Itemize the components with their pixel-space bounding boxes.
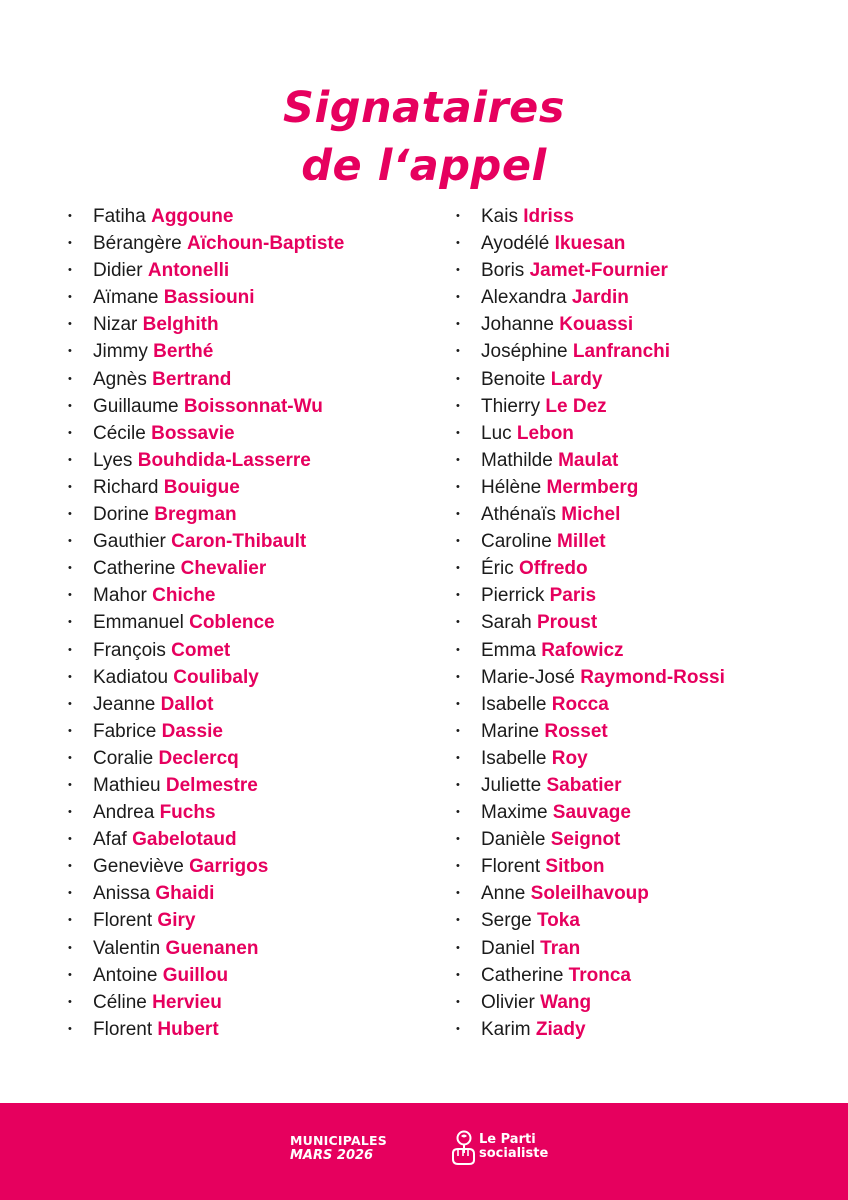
bullet-icon: • <box>456 968 460 981</box>
signatory-last-name: Fuchs <box>159 802 216 824</box>
signatory-item <box>68 989 344 1016</box>
bullet-icon: • <box>456 914 460 927</box>
signatory-first-name: Fabrice <box>93 720 157 742</box>
signatory-last-name: Ghaidi <box>155 883 215 905</box>
signatory-item <box>456 366 725 393</box>
signatory-first-name: Isabelle <box>481 693 547 715</box>
signatory-first-name: Gauthier <box>93 531 166 553</box>
signatory-last-name: Caron-Thibault <box>171 531 307 553</box>
bullet-icon: • <box>456 372 460 385</box>
bullet-icon: • <box>68 372 72 385</box>
bullet-icon: • <box>456 345 460 358</box>
signatory-first-name: Maxime <box>481 802 548 824</box>
signatory-last-name: Maulat <box>558 449 619 471</box>
bullet-icon: • <box>456 724 460 737</box>
bullet-icon: • <box>68 697 72 710</box>
bullet-icon: • <box>456 860 460 873</box>
signatory-item <box>456 474 725 501</box>
fist-and-rose-icon <box>449 1129 477 1165</box>
bullet-icon: • <box>68 399 72 412</box>
municipales-logo <box>290 1133 387 1163</box>
bullet-icon: • <box>68 291 72 304</box>
signatory-last-name: Jardin <box>571 287 629 309</box>
signatory-item <box>456 393 725 420</box>
bullet-icon: • <box>456 535 460 548</box>
signatory-item <box>456 907 725 934</box>
signatory-item <box>456 637 725 664</box>
signatory-last-name: Chevalier <box>180 558 267 580</box>
signatory-item <box>68 745 344 772</box>
signatory-item <box>456 230 725 257</box>
bullet-icon: • <box>456 562 460 575</box>
footer-banner <box>0 1103 848 1200</box>
bullet-icon: • <box>68 941 72 954</box>
signatory-first-name: Bérangère <box>93 233 182 255</box>
signatory-last-name: Comet <box>171 639 231 661</box>
signatory-last-name: Aïchoun-Baptiste <box>187 233 345 255</box>
signatory-last-name: Paris <box>549 585 597 607</box>
signatory-first-name: Éric <box>481 558 514 580</box>
title-line-1: Signataires <box>283 82 565 133</box>
signatory-item <box>68 284 344 311</box>
bullet-icon: • <box>68 887 72 900</box>
signatory-last-name: Bouhdida-Lasserre <box>137 449 311 471</box>
signatory-item <box>68 907 344 934</box>
bullet-icon: • <box>456 670 460 683</box>
bullet-icon: • <box>68 508 72 521</box>
bullet-icon: • <box>456 237 460 250</box>
party-name-line-1: Le Parti <box>479 1132 536 1147</box>
signatory-item <box>456 311 725 338</box>
bullet-icon: • <box>68 453 72 466</box>
signatory-last-name: Bossavie <box>151 422 235 444</box>
signatory-first-name: Jimmy <box>93 341 148 363</box>
bullet-icon: • <box>456 399 460 412</box>
signatory-first-name: Guillaume <box>93 395 179 417</box>
signatory-last-name: Proust <box>536 612 598 634</box>
signatory-item <box>68 1016 344 1043</box>
signatory-first-name: Aïmane <box>93 287 159 309</box>
signatory-first-name: Kadiatou <box>93 666 169 688</box>
signatory-last-name: Sitbon <box>545 856 605 878</box>
signatory-item <box>68 528 344 555</box>
signatory-first-name: Valentin <box>93 937 161 959</box>
bullet-icon: • <box>68 968 72 981</box>
election-date: MARS 2026 <box>290 1148 374 1163</box>
signatory-item <box>456 1016 725 1043</box>
signatory-last-name: Chiche <box>152 585 216 607</box>
signatory-item <box>68 664 344 691</box>
signatory-first-name: Florent <box>93 910 153 932</box>
title-line-2: de l‘appel <box>301 140 547 191</box>
signatory-last-name: Gabelotaud <box>132 829 237 851</box>
signatory-item <box>68 609 344 636</box>
bullet-icon: • <box>68 264 72 277</box>
signatory-item <box>68 880 344 907</box>
bullet-icon: • <box>456 264 460 277</box>
bullet-icon: • <box>456 697 460 710</box>
signatory-last-name: Tronca <box>568 964 631 986</box>
signatory-last-name: Rafowicz <box>541 639 624 661</box>
signatory-last-name: Delmestre <box>165 774 258 796</box>
signatory-first-name: Serge <box>481 910 532 932</box>
page-title <box>0 79 848 195</box>
signatory-last-name: Wang <box>540 991 592 1013</box>
party-logo <box>479 1133 548 1161</box>
bullet-icon: • <box>456 453 460 466</box>
signatory-last-name: Roy <box>551 747 588 769</box>
bullet-icon: • <box>68 426 72 439</box>
signatory-first-name: Afaf <box>93 829 127 851</box>
signatory-last-name: Belghith <box>142 314 219 336</box>
signatory-last-name: Sabatier <box>546 774 622 796</box>
signatory-last-name: Ikuesan <box>554 233 626 255</box>
signatory-first-name: Jeanne <box>93 693 156 715</box>
signatory-first-name: Florent <box>481 856 541 878</box>
signatory-first-name: Hélène <box>481 476 542 498</box>
bullet-icon: • <box>456 508 460 521</box>
signatory-last-name: Ziady <box>535 1018 586 1040</box>
signatory-item <box>456 664 725 691</box>
signatory-last-name: Bregman <box>154 504 237 526</box>
bullet-icon: • <box>456 643 460 656</box>
bullet-icon: • <box>456 778 460 791</box>
signatory-first-name: Richard <box>93 476 159 498</box>
signatory-first-name: Agnès <box>93 368 147 390</box>
signatory-item <box>68 826 344 853</box>
signatory-item <box>68 555 344 582</box>
signatory-first-name: Lyes <box>93 449 133 471</box>
signatory-first-name: Johanne <box>481 314 554 336</box>
signatory-last-name: Berthé <box>153 341 214 363</box>
signatory-first-name: Fatiha <box>93 206 146 227</box>
signatory-last-name: Coulibaly <box>173 666 259 688</box>
bullet-icon: • <box>456 995 460 1008</box>
signatory-item <box>68 447 344 474</box>
bullet-icon: • <box>68 643 72 656</box>
signatory-last-name: Boissonnat-Wu <box>183 395 323 417</box>
bullet-icon: • <box>456 291 460 304</box>
signatory-first-name: Catherine <box>93 558 176 580</box>
bullet-icon: • <box>68 860 72 873</box>
signatory-first-name: Olivier <box>481 991 535 1013</box>
signatory-first-name: Emma <box>481 639 536 661</box>
signatory-last-name: Offredo <box>519 558 588 580</box>
bullet-icon: • <box>68 778 72 791</box>
bullet-icon: • <box>456 616 460 629</box>
signatory-item <box>68 366 344 393</box>
signatory-item <box>456 203 725 230</box>
bullet-icon: • <box>68 833 72 846</box>
signatory-last-name: Rocca <box>551 693 609 715</box>
signatory-last-name: Hervieu <box>152 991 222 1013</box>
signatory-first-name: Danièle <box>481 829 546 851</box>
signatory-last-name: Hubert <box>157 1018 219 1040</box>
signatory-item <box>456 880 725 907</box>
signatory-first-name: Anne <box>481 883 526 905</box>
signatory-first-name: Nizar <box>93 314 138 336</box>
signatory-last-name: Lanfranchi <box>572 341 671 363</box>
signatories-list-right <box>456 203 725 1043</box>
signatory-item <box>68 718 344 745</box>
bullet-icon: • <box>456 480 460 493</box>
bullet-icon: • <box>456 887 460 900</box>
signatory-last-name: Dassie <box>161 720 223 742</box>
bullet-icon: • <box>68 210 72 222</box>
signatory-item <box>456 745 725 772</box>
signatory-last-name: Tran <box>540 937 581 959</box>
bullet-icon: • <box>68 535 72 548</box>
bullet-icon: • <box>68 995 72 1008</box>
signatory-first-name: Antoine <box>93 964 158 986</box>
signatory-last-name: Raymond-Rossi <box>580 666 725 688</box>
signatory-last-name: Seignot <box>550 829 621 851</box>
signatory-last-name: Le Dez <box>545 395 607 417</box>
bullet-icon: • <box>456 833 460 846</box>
signatory-last-name: Dallot <box>160 693 214 715</box>
bullet-icon: • <box>68 670 72 683</box>
signatory-item <box>68 962 344 989</box>
signatory-first-name: Andrea <box>93 802 155 824</box>
signatory-item <box>68 257 344 284</box>
signatory-first-name: Mathieu <box>93 774 161 796</box>
bullet-icon: • <box>456 318 460 331</box>
bullet-icon: • <box>68 751 72 764</box>
signatory-item <box>456 718 725 745</box>
bullet-icon: • <box>68 318 72 331</box>
signatory-last-name: Coblence <box>189 612 275 634</box>
signatory-last-name: Toka <box>536 910 580 932</box>
signatory-last-name: Lebon <box>516 422 574 444</box>
signatory-last-name: Lardy <box>550 368 603 390</box>
signatory-item <box>456 826 725 853</box>
signatory-item <box>456 691 725 718</box>
signatory-item <box>456 447 725 474</box>
signatory-last-name: Jamet-Fournier <box>529 260 668 282</box>
bullet-icon: • <box>68 480 72 493</box>
bullet-icon: • <box>456 806 460 819</box>
signatory-item <box>456 338 725 365</box>
signatory-first-name: Pierrick <box>481 585 545 607</box>
signatory-item <box>456 582 725 609</box>
signatory-first-name: Emmanuel <box>93 612 184 634</box>
signatory-item <box>456 555 725 582</box>
signatory-first-name: Florent <box>93 1018 153 1040</box>
signatory-first-name: Didier <box>93 260 143 282</box>
signatory-item <box>456 501 725 528</box>
signatory-last-name: Bassiouni <box>163 287 255 309</box>
signatory-item <box>456 935 725 962</box>
signatory-item <box>68 853 344 880</box>
signatory-first-name: Caroline <box>481 531 552 553</box>
bullet-icon: • <box>68 914 72 927</box>
bullet-icon: • <box>68 237 72 250</box>
signatory-last-name: Kouassi <box>559 314 634 336</box>
signatory-last-name: Bouigue <box>163 476 240 498</box>
signatory-first-name: Marine <box>481 720 540 742</box>
signatory-last-name: Idriss <box>523 206 574 227</box>
bullet-icon: • <box>68 345 72 358</box>
signatory-first-name: Alexandra <box>481 287 567 309</box>
bullet-icon: • <box>68 589 72 602</box>
signatory-last-name: Giry <box>157 910 196 932</box>
bullet-icon: • <box>68 806 72 819</box>
signatory-item <box>456 284 725 311</box>
signatory-first-name: Mahor <box>93 585 147 607</box>
signatory-first-name: Isabelle <box>481 747 547 769</box>
signatory-item <box>456 962 725 989</box>
bullet-icon: • <box>456 941 460 954</box>
signatory-last-name: Antonelli <box>147 260 230 282</box>
signatory-item <box>68 501 344 528</box>
signatory-item <box>68 393 344 420</box>
signatory-last-name: Millet <box>557 531 606 553</box>
signatory-item <box>68 311 344 338</box>
signatory-item <box>68 691 344 718</box>
signatory-last-name: Garrigos <box>189 856 269 878</box>
signatory-last-name: Aggoune <box>151 206 234 227</box>
signatory-item <box>456 853 725 880</box>
signatory-first-name: Dorine <box>93 504 149 526</box>
signatory-first-name: Coralie <box>93 747 154 769</box>
bullet-icon: • <box>68 1022 72 1035</box>
signatory-item <box>68 420 344 447</box>
signatory-item <box>68 582 344 609</box>
signatory-item <box>456 420 725 447</box>
signatory-item <box>68 935 344 962</box>
signatory-first-name: Ayodélé <box>481 233 550 255</box>
signatory-item <box>456 772 725 799</box>
signatory-first-name: Benoite <box>481 368 546 390</box>
bullet-icon: • <box>456 589 460 602</box>
party-name-line-2: socialiste <box>479 1146 549 1161</box>
signatory-item <box>456 799 725 826</box>
signatory-first-name: Juliette <box>481 774 542 796</box>
signatory-last-name: Sauvage <box>552 802 631 824</box>
signatory-first-name: Marie-José <box>481 666 575 688</box>
signatory-first-name: Daniel <box>481 937 535 959</box>
signatory-first-name: Geneviève <box>93 856 184 878</box>
signatory-item <box>68 230 344 257</box>
signatory-last-name: Rosset <box>544 720 608 742</box>
signatory-first-name: Joséphine <box>481 341 568 363</box>
signatory-item <box>68 637 344 664</box>
signatory-item <box>68 474 344 501</box>
signatory-last-name: Bertrand <box>152 368 232 390</box>
signatory-last-name: Michel <box>561 504 621 526</box>
bullet-icon: • <box>456 426 460 439</box>
signatory-first-name: Kais <box>481 206 518 227</box>
signatory-first-name: Luc <box>481 422 512 444</box>
signatory-item <box>68 772 344 799</box>
signatory-last-name: Declercq <box>158 747 239 769</box>
signatory-first-name: Mathilde <box>481 449 553 471</box>
signatory-first-name: Cécile <box>93 422 146 444</box>
signatory-item <box>456 609 725 636</box>
bullet-icon: • <box>68 616 72 629</box>
signatory-item <box>68 203 344 230</box>
signatory-first-name: Céline <box>93 991 147 1013</box>
signatory-item <box>456 257 725 284</box>
signatory-first-name: Boris <box>481 260 525 282</box>
signatory-first-name: Sarah <box>481 612 532 634</box>
bullet-icon: • <box>68 724 72 737</box>
signatory-item <box>68 799 344 826</box>
signatory-first-name: Catherine <box>481 964 564 986</box>
bullet-icon: • <box>456 1022 460 1035</box>
signatory-last-name: Mermberg <box>546 476 639 498</box>
signatory-first-name: Thierry <box>481 395 541 417</box>
signatory-last-name: Guillou <box>162 964 229 986</box>
signatory-first-name: Athénaïs <box>481 504 556 526</box>
bullet-icon: • <box>456 751 460 764</box>
bullet-icon: • <box>68 562 72 575</box>
signatory-first-name: François <box>93 639 166 661</box>
signatory-item <box>456 989 725 1016</box>
signatory-first-name: Karim <box>481 1018 531 1040</box>
signatory-item <box>456 528 725 555</box>
signatory-last-name: Soleilhavoup <box>530 883 649 905</box>
signatory-item <box>68 338 344 365</box>
bullet-icon: • <box>456 210 460 222</box>
municipales-label: MUNICIPALES <box>290 1133 387 1148</box>
signatory-first-name: Anissa <box>93 883 151 905</box>
signatory-last-name: Guenanen <box>165 937 259 959</box>
signatories-list-left <box>68 203 344 1043</box>
